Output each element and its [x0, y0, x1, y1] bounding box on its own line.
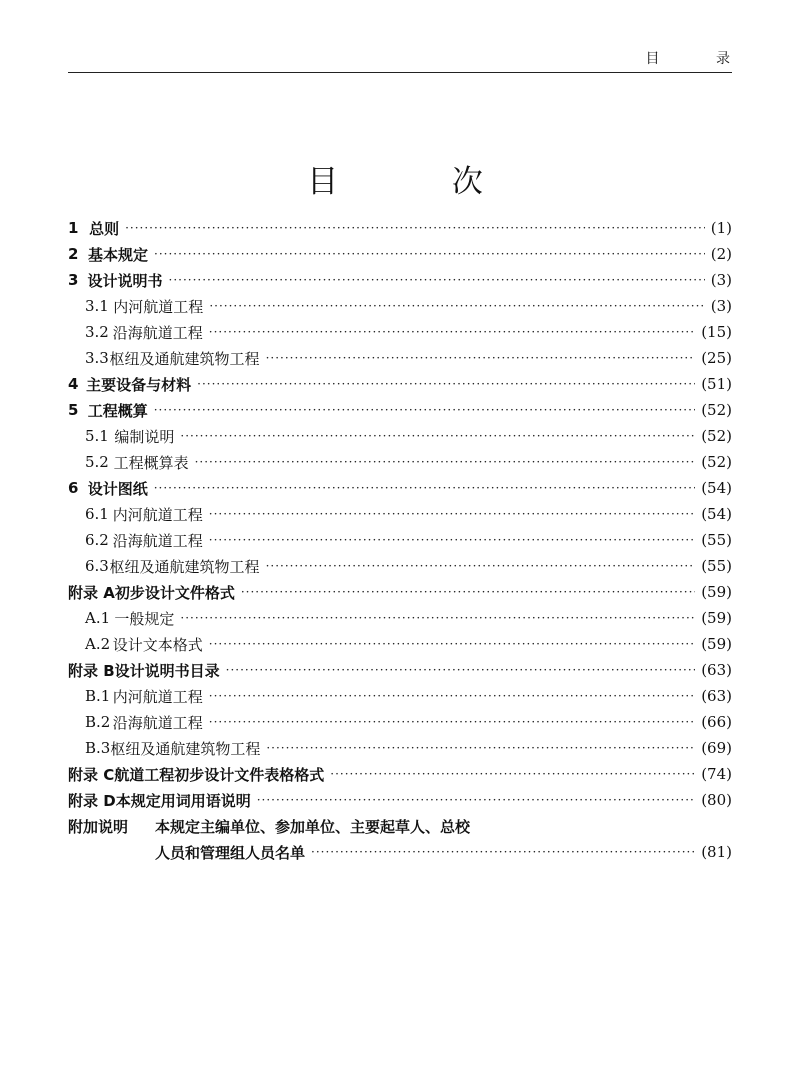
toc-entry-title: 枢纽及通航建筑物工程 — [109, 349, 260, 368]
toc-entry-page: (2) — [710, 245, 732, 263]
toc-entry-number: 3.3 — [85, 349, 109, 367]
dot-leader — [330, 767, 695, 781]
running-head-label: 目 录 — [645, 51, 756, 67]
toc-entry-title: 沿海航道工程 — [112, 713, 203, 732]
toc-entry-number: 3.2 — [85, 323, 109, 341]
toc-entry[interactable] — [68, 397, 732, 423]
toc-subentry[interactable] — [68, 293, 732, 319]
toc-entry-number: A.2 — [85, 635, 111, 653]
dot-leader — [209, 507, 695, 521]
toc-entry-number: 附录 A — [68, 583, 115, 602]
toc-entry-page: (52) — [701, 427, 732, 445]
dot-leader — [266, 559, 696, 573]
dot-leader — [209, 533, 695, 547]
toc-entry-number: 附录 C — [68, 765, 115, 784]
toc-entry-title: 工程概算 — [87, 401, 148, 420]
toc-addendum-continuation[interactable] — [68, 839, 732, 865]
toc-entry-number: A.1 — [85, 609, 111, 627]
toc-subentry[interactable] — [68, 501, 732, 527]
dot-leader — [154, 247, 705, 261]
toc-entry-number: 附加说明 — [68, 817, 129, 836]
toc-entry-page: (63) — [701, 661, 732, 679]
toc-entry[interactable] — [68, 267, 732, 293]
dot-leader — [209, 299, 704, 313]
toc-entry-page: (51) — [701, 375, 732, 393]
toc-entry-page: (59) — [701, 609, 732, 627]
dot-leader — [180, 611, 695, 625]
toc-entry-number: 5 — [68, 401, 79, 419]
toc-entry-title: 总则 — [89, 219, 120, 238]
toc-entry-title: 枢纽及通航建筑物工程 — [110, 739, 261, 758]
toc-entry-number: 4 — [68, 375, 79, 393]
toc-subentry[interactable] — [68, 683, 732, 709]
toc-subentry[interactable] — [68, 345, 732, 371]
dot-leader — [226, 663, 696, 677]
toc-entry-number: 3 — [68, 271, 79, 289]
toc-entry-number: B.3 — [85, 739, 111, 757]
toc-entry-page: (59) — [701, 583, 732, 601]
toc-entry-title: 人员和管理组人员名单 — [155, 843, 306, 862]
toc-entry-title: 主要设备与材料 — [86, 375, 192, 394]
toc-entry-number: 6 — [68, 479, 79, 497]
dot-leader — [209, 637, 695, 651]
dot-leader — [209, 325, 695, 339]
toc-entry-title: 沿海航道工程 — [112, 531, 203, 550]
toc-entry-number: 2 — [68, 245, 79, 263]
toc-entry-page: (3) — [710, 297, 732, 315]
toc-subentry[interactable] — [68, 605, 732, 631]
toc-entry-title: 设计说明书目录 — [114, 661, 220, 680]
toc-entry-title: 枢纽及通航建筑物工程 — [109, 557, 260, 576]
toc-entry-title: 基本规定 — [88, 245, 149, 264]
toc-entry-title: 航道工程初步设计文件表格格式 — [114, 765, 325, 784]
toc-subentry[interactable] — [68, 735, 732, 761]
page-title: 目 次 — [307, 164, 535, 200]
toc-entry-page: (66) — [701, 713, 732, 731]
toc-subentry[interactable] — [68, 449, 732, 475]
dot-leader — [311, 845, 695, 859]
toc-entry-number: B.1 — [85, 687, 111, 705]
toc-addendum-entry[interactable] — [68, 813, 732, 839]
toc-entry-page: (74) — [701, 765, 732, 783]
toc-entry-number: 5.1 — [85, 427, 109, 445]
dot-leader — [266, 351, 696, 365]
dot-leader — [154, 481, 696, 495]
toc-entry-page: (69) — [701, 739, 732, 757]
toc-entry-title: 本规定主编单位、参加单位、主要起草人、总校 — [155, 817, 471, 836]
toc-entry-title: 内河航道工程 — [112, 687, 203, 706]
dot-leader — [180, 429, 695, 443]
toc-entry-title: 内河航道工程 — [112, 505, 203, 524]
toc-subentry[interactable] — [68, 631, 732, 657]
toc-subentry[interactable] — [68, 527, 732, 553]
toc-entry-number: 6.3 — [85, 557, 109, 575]
toc-entry-title: 初步设计文件格式 — [114, 583, 235, 602]
dot-leader — [266, 741, 695, 755]
toc-entry-number: 6.1 — [85, 505, 109, 523]
toc-entry-number: 5.2 — [85, 453, 109, 471]
toc-entry-title: 工程概算表 — [113, 453, 189, 472]
toc-entry[interactable] — [68, 241, 732, 267]
toc-appendix-entry[interactable] — [68, 579, 732, 605]
toc-entry-page: (25) — [701, 349, 732, 367]
toc-entry-page: (55) — [701, 531, 732, 549]
dot-leader — [197, 377, 695, 391]
toc-entry[interactable] — [68, 215, 732, 241]
toc-entry-number: 1 — [68, 219, 79, 237]
toc-entry-number: 附录 B — [68, 661, 115, 680]
toc-entry-page: (1) — [710, 219, 732, 237]
dot-leader — [209, 715, 695, 729]
toc-entry-title: 设计图纸 — [87, 479, 148, 498]
toc-entry-page: (52) — [701, 453, 732, 471]
toc-entry-page: (80) — [701, 791, 732, 809]
toc-subentry[interactable] — [68, 553, 732, 579]
toc-entry-number: 3.1 — [85, 297, 109, 315]
toc-entry-title: 本规定用词用语说明 — [115, 791, 251, 810]
dot-leader — [241, 585, 695, 599]
toc-subentry[interactable] — [68, 709, 732, 735]
toc-entry-title: 编制说明 — [114, 427, 175, 446]
running-head — [68, 44, 756, 73]
toc-entry-number: 6.2 — [85, 531, 109, 549]
toc-entry-title: 一般规定 — [114, 609, 175, 628]
table-of-contents — [68, 215, 732, 865]
toc-appendix-entry[interactable] — [68, 761, 732, 787]
toc-entry-page: (63) — [701, 687, 732, 705]
toc-appendix-entry[interactable] — [68, 657, 732, 683]
dot-leader — [125, 221, 705, 235]
toc-entry[interactable] — [68, 371, 732, 397]
toc-entry-title: 内河航道工程 — [113, 297, 204, 316]
toc-entry-title: 设计文本格式 — [112, 635, 203, 654]
toc-entry-page: (55) — [701, 557, 732, 575]
toc-appendix-entry[interactable] — [68, 787, 732, 813]
toc-entry-number: B.2 — [85, 713, 111, 731]
toc-entry-page: (52) — [701, 401, 732, 419]
toc-entry-number: 附录 D — [68, 791, 116, 810]
toc-entry[interactable] — [68, 475, 732, 501]
toc-entry-title: 沿海航道工程 — [112, 323, 203, 342]
toc-entry-page: (59) — [701, 635, 732, 653]
toc-entry-title: 设计说明书 — [87, 271, 163, 290]
toc-entry-page: (3) — [710, 271, 732, 289]
dot-leader — [169, 273, 705, 287]
dot-leader — [195, 455, 696, 469]
dot-leader — [154, 403, 696, 417]
toc-entry-page: (54) — [701, 479, 732, 497]
toc-subentry[interactable] — [68, 319, 732, 345]
dot-leader — [257, 793, 696, 807]
toc-entry-page: (15) — [701, 323, 732, 341]
toc-entry-page: (81) — [701, 843, 732, 861]
toc-entry-page: (54) — [701, 505, 732, 523]
toc-subentry[interactable] — [68, 423, 732, 449]
dot-leader — [209, 689, 695, 703]
